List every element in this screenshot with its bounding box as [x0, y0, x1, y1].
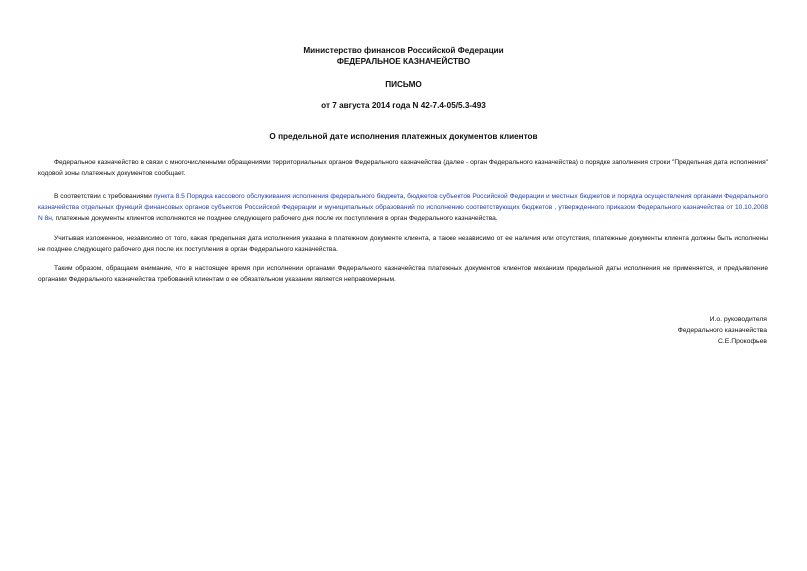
document-type: ПИСЬМО — [385, 80, 422, 89]
document-date-number: от 7 августа 2014 года N 42-7.4-05/5.3-493 — [321, 101, 486, 110]
signature-name: С.Е.Прокофьев — [717, 338, 767, 345]
paragraph-2 — [38, 192, 768, 224]
paragraph-2-lead: В соответствии с требованиями — [54, 193, 154, 200]
ministry-name: Министерство финансов Российской Федерации — [303, 46, 504, 55]
signature-title: И.о. руководителя — [709, 316, 767, 323]
paragraph-3: Учитывая изложенное, независимо от того, какая предельная дата исполнения указана в платежном документе клиента, а также независимо от ее наличия или отсутствия, платежные документы клиента должны быть исполнены не позднее следующего рабочего дня после их поступления в орган Федерального казначейства. — [38, 235, 768, 253]
signature-organization: Федерального казначейства — [677, 327, 767, 334]
agency-name: ФЕДЕРАЛЬНОЕ КАЗНАЧЕЙСТВО — [336, 57, 471, 66]
paragraph-4: Таким образом, обращаем внимание, что в настоящее время при исполнении органами Федерального казначейства платежных документов клиентов механизм предельной даты исполнения не применяется, и предъявление органами Федерального казначейства требований клиентам о ее обязательном указании является неправомерным. — [38, 265, 768, 283]
document-subject: О предельной дате исполнения платежных документов клиентов — [269, 132, 538, 141]
regulation-link[interactable]: пункта 8.5 Порядка кассового обслуживания исполнения федерального бюджета, бюджетов субъектов Российской Федерации и местных бюджетов и порядка осуществления органами Федерального казначейства отдельных функций финансовых органов субъектов Российской Федерации и муниципальных образований по исполнению соответствующих бюджетов , утвержденного приказом Федерального казначейства от 10.10.2008 N 8н — [38, 193, 768, 222]
paragraph-1: Федеральное казначейство в связи с многочисленными обращениями территориальных органов Федерального казначейства (далее - орган Федерального казначейства) о порядке заполнения строки "Предельная дата исполнения" кодовой зоны платежных документов сообщает. — [38, 159, 768, 177]
paragraph-2-tail: , платежные документы клиентов исполняются не позднее следующего рабочего дня после их поступления в орган Федерального казначейства. — [51, 214, 498, 222]
